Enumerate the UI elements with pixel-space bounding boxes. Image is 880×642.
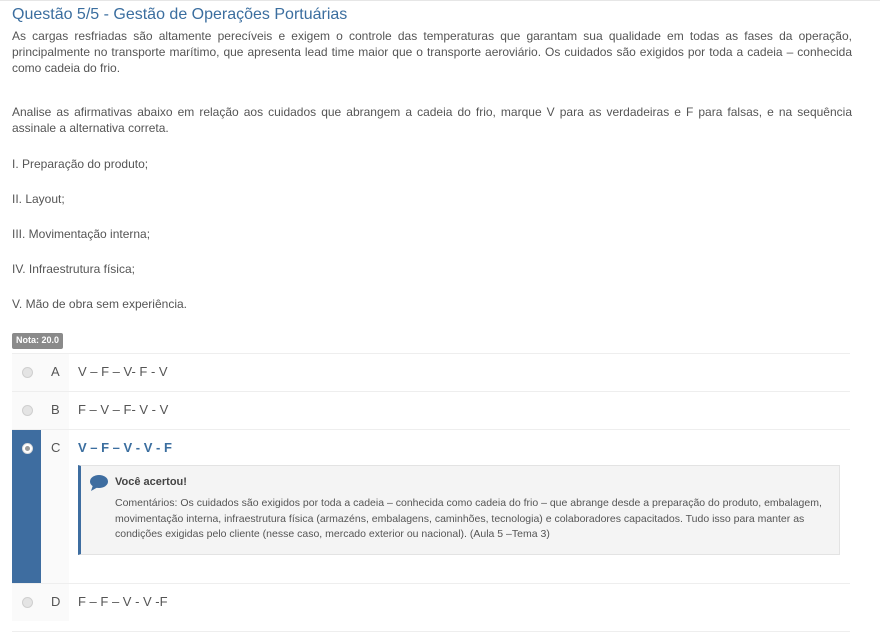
option-letter: B [51,402,60,417]
option-text[interactable]: F – V – F- V - V [78,402,169,417]
question-title: Questão 5/5 - Gestão de Operações Portuárias [12,6,348,23]
top-divider [0,0,880,1]
answer-option-b[interactable] [12,391,850,429]
option-text[interactable]: V – F – V - V - F [78,440,172,455]
option-text[interactable]: V – F – V- F - V [78,364,168,379]
answer-option-d[interactable] [12,583,850,621]
radio-button[interactable] [22,597,33,608]
option-gutter [12,392,69,429]
option-text[interactable]: F – F – V - V -F [78,594,168,609]
option-letter: C [51,440,61,455]
question-intro: As cargas resfriadas são altamente perecíveis e exigem o controle das temperaturas que garantam sua qualidade em todas as fases da operação, principalmente no transporte marítimo, que apresenta lead time maior que o transporte aeroviário. Os cuidados são exigidos por toda a cadeia – conhecida como cadeia do frio. [12,29,852,75]
speech-bubble-icon [89,474,109,492]
option-letter: D [51,594,61,609]
radio-button[interactable] [22,405,33,416]
radio-button[interactable] [22,367,33,378]
statement-item: I. Preparação do produto; [12,157,149,171]
option-gutter [12,354,69,391]
statement-item: III. Movimentação interna; [12,227,151,241]
question-instruction: Analise as afirmativas abaixo em relação aos cuidados que abrangem a cadeia do frio, marque V para as verdadeiras e F para falsas, e na sequência assinale a alternativa correta. [12,105,852,135]
feedback-title: Você acertou! [115,476,187,488]
option-letter: A [51,364,60,379]
statement-item: IV. Infraestrutura física; [12,262,135,276]
answer-option-c[interactable] [12,429,850,583]
answer-option-a[interactable] [12,353,850,391]
bottom-divider [12,631,850,632]
radio-button-checked[interactable] [22,443,33,454]
grade-badge: Nota: 20.0 [12,333,63,349]
feedback-box [78,465,840,555]
statement-item: V. Mão de obra sem experiência. [12,297,187,311]
option-gutter [12,584,69,621]
feedback-text: Comentários: Os cuidados são exigidos por toda a cadeia – conhecida como cadeia do frio – que abrange desde a preparação do produto, embalagem, movimentação interna, infraestrutura física (armazéns, embalagens, caminhões, tecnologia) e colaboradores capacitados. Tudo isso para manter as condições exigidas pelo cliente (nesse caso, mercado exterior ou nacional). (Aula 5 –Tema 3) [115,497,822,540]
statement-item: II. Layout; [12,192,65,206]
